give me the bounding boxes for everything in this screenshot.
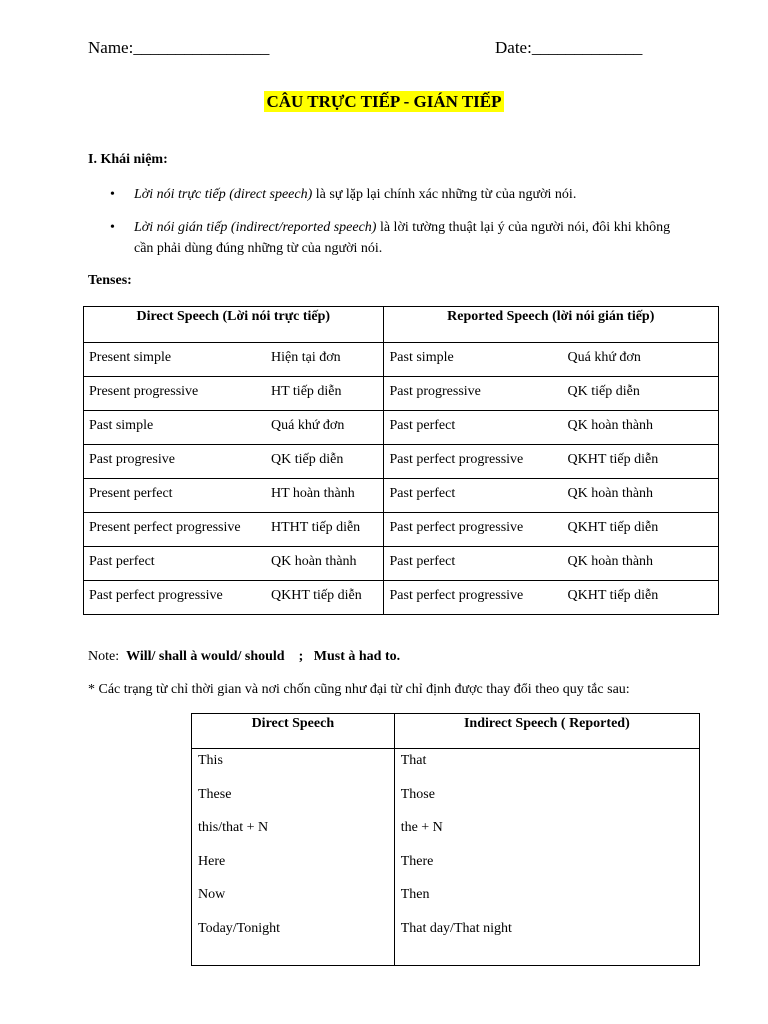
adverb-table xyxy=(191,713,700,966)
reported-tense-cell xyxy=(383,445,718,479)
indirect-expression: the + N xyxy=(400,820,443,836)
table-row xyxy=(84,479,719,513)
direct-tense-cell xyxy=(84,377,384,411)
tense-name-en: Present progressive xyxy=(89,384,199,399)
tense-table xyxy=(83,306,719,615)
tense-name-vi: HT tiếp diễn xyxy=(271,384,342,399)
note-label: Note: xyxy=(88,649,120,664)
adverb-header-indirect: Indirect Speech ( Reported) xyxy=(394,714,699,749)
definition-list xyxy=(108,184,688,271)
note-must-rule: Must à had to. xyxy=(313,649,401,664)
direct-expression: Today/Tonight xyxy=(198,920,281,936)
definition-text: là lời tường thuật lại ý của người nói, đôi khi không cần phải dùng đúng những từ của người nói. xyxy=(134,220,671,256)
table-row xyxy=(84,513,719,547)
reported-tense-cell xyxy=(383,479,718,513)
tense-name-en: Past perfect progressive xyxy=(389,452,524,467)
adverb-header-direct: Direct Speech xyxy=(192,714,395,749)
note-line xyxy=(88,649,400,665)
rule-text: * Các trạng từ chỉ thời gian và nơi chốn cũng như đại từ chỉ định được thay đổi theo quy tắc sau: xyxy=(88,682,630,697)
direct-tense-cell xyxy=(84,547,384,581)
reported-tense-cell xyxy=(383,513,718,547)
reported-tense-cell xyxy=(383,377,718,411)
table-row xyxy=(84,343,719,377)
list-item xyxy=(108,184,688,205)
tense-name-en: Past perfect progressive xyxy=(389,520,524,535)
title-container xyxy=(0,92,768,112)
tense-name-vi: QKHT tiếp diễn xyxy=(567,520,659,535)
direct-expression: These xyxy=(198,786,232,802)
table-row xyxy=(84,547,719,581)
tense-name-vi: QK hoàn thành xyxy=(567,554,654,569)
indirect-column xyxy=(394,749,699,966)
tense-name-vi: QK hoàn thành xyxy=(271,554,357,569)
term-direct-speech: Lời nói trực tiếp (direct speech) xyxy=(134,187,313,202)
tenses-label: Tenses: xyxy=(88,273,132,288)
indirect-expression: Then xyxy=(400,887,430,903)
tense-name-vi: QKHT tiếp diễn xyxy=(567,452,659,467)
tense-name-en: Past perfect xyxy=(389,418,456,433)
direct-expression: This xyxy=(198,753,223,768)
reported-tense-cell xyxy=(383,547,718,581)
tense-header-reported: Reported Speech (lời nói gián tiếp) xyxy=(383,307,718,343)
tense-name-vi: QK tiếp diễn xyxy=(567,384,640,399)
direct-expression: this/that + N xyxy=(198,820,269,836)
tense-name-vi: QK tiếp diễn xyxy=(271,452,344,467)
tense-name-en: Past progresive xyxy=(89,452,175,467)
term-indirect-speech: Lời nói gián tiếp (indirect/reported speech) xyxy=(134,220,377,235)
note-modal-rule: Will/ shall à would/ should xyxy=(126,649,285,664)
tense-name-vi: HT hoàn thành xyxy=(271,486,355,501)
list-item xyxy=(108,217,688,259)
date-field-label: Date:_____________ xyxy=(495,38,643,57)
tense-name-vi: QK hoàn thành xyxy=(567,418,654,433)
direct-tense-cell xyxy=(84,513,384,547)
tense-name-en: Past simple xyxy=(89,418,154,433)
tense-name-en: Present perfect progressive xyxy=(89,520,241,535)
direct-column xyxy=(192,749,395,966)
tense-name-en: Past perfect progressive xyxy=(389,588,524,603)
direct-tense-cell xyxy=(84,343,384,377)
tense-name-en: Past progressive xyxy=(389,384,481,399)
note-separator: ; xyxy=(298,649,304,664)
reported-tense-cell xyxy=(383,343,718,377)
definition-text: là sự lặp lại chính xác những từ của người nói. xyxy=(312,187,577,202)
tense-name-vi: Hiện tại đơn xyxy=(271,350,341,365)
tense-name-vi: QKHT tiếp diễn xyxy=(567,588,659,603)
reported-tense-cell xyxy=(383,581,718,615)
indirect-expression: That xyxy=(400,753,427,768)
tense-name-vi: QK hoàn thành xyxy=(567,486,654,501)
direct-expression: Here xyxy=(198,853,226,869)
page-title: CÂU TRỰC TIẾP - GIÁN TIẾP xyxy=(266,92,502,111)
tense-name-vi: Quá khứ đơn xyxy=(271,418,345,433)
tense-name-en: Past perfect progressive xyxy=(89,588,223,603)
tense-name-en: Past simple xyxy=(389,350,454,365)
direct-tense-cell xyxy=(84,581,384,615)
table-row xyxy=(84,377,719,411)
tense-name-en: Past perfect xyxy=(389,486,456,501)
table-row xyxy=(84,445,719,479)
direct-tense-cell xyxy=(84,411,384,445)
tense-header-direct: Direct Speech (Lời nói trực tiếp) xyxy=(84,307,384,343)
tense-name-en: Present perfect xyxy=(89,486,173,501)
name-field-label: Name:________________ xyxy=(88,38,270,57)
direct-expression: Now xyxy=(198,887,226,903)
bullet-icon: • xyxy=(110,220,115,235)
tense-name-en: Present simple xyxy=(89,350,172,365)
indirect-expression: Those xyxy=(400,786,435,802)
tense-name-vi: Quá khứ đơn xyxy=(567,350,641,365)
tense-name-vi: QKHT tiếp diễn xyxy=(271,588,362,603)
tense-name-vi: HTHT tiếp diễn xyxy=(271,520,361,535)
table-row xyxy=(84,411,719,445)
direct-tense-cell xyxy=(84,479,384,513)
indirect-expression: There xyxy=(400,853,434,869)
reported-tense-cell xyxy=(383,411,718,445)
indirect-expression: That day/That night xyxy=(400,920,512,936)
tense-name-en: Past perfect xyxy=(389,554,456,569)
direct-tense-cell xyxy=(84,445,384,479)
section-heading: I. Khái niệm: xyxy=(88,152,168,167)
bullet-icon: • xyxy=(110,187,115,202)
table-row xyxy=(84,581,719,615)
tense-name-en: Past perfect xyxy=(89,554,155,569)
